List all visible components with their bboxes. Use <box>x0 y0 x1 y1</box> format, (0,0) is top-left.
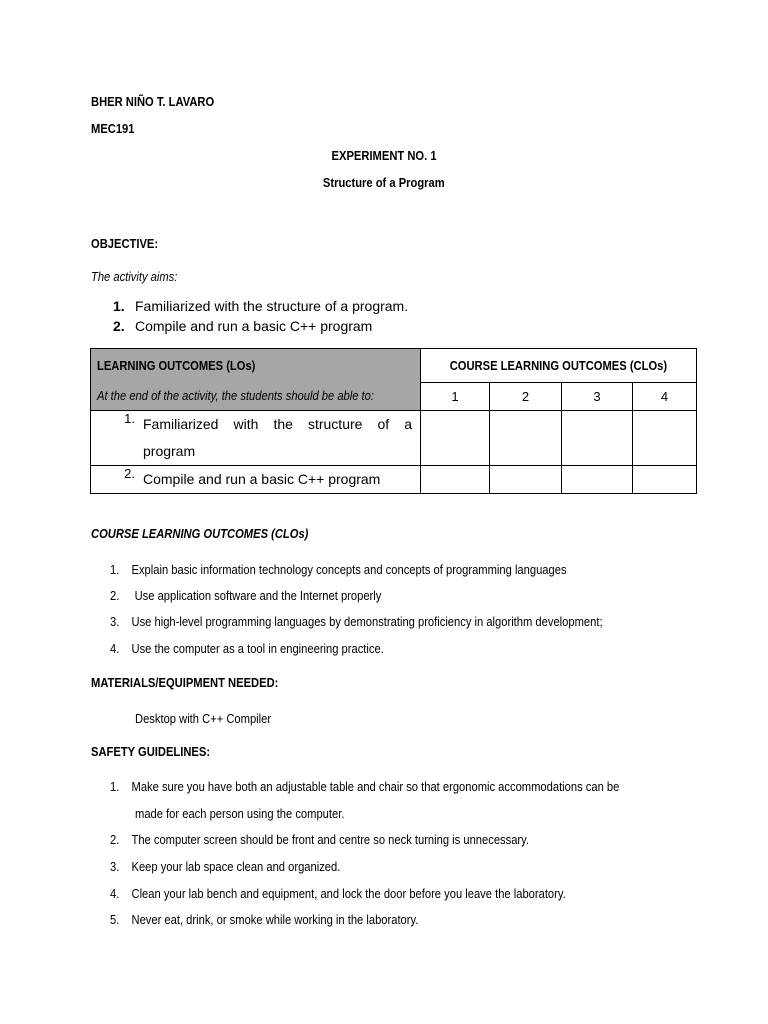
safety-item-text: Make sure you have both an adjustable table and chair so that ergonomic accommodations can be <box>131 779 620 794</box>
clo-item-text: Use high-level programming languages by demonstrating proficiency in algorithm development; <box>131 614 603 629</box>
safety-item <box>110 859 378 874</box>
objective-item <box>113 298 408 314</box>
experiment-title: EXPERIMENT NO. 1 <box>331 148 437 163</box>
lo-row-2-clo-1 <box>421 466 490 494</box>
lo-heading-cell: LEARNING OUTCOMES (LOs) <box>91 349 421 383</box>
lo-row-2 <box>91 466 421 494</box>
safety-item <box>110 779 702 794</box>
objective-item <box>113 318 372 334</box>
lo-subheading-cell: At the end of the activity, the students should be able to: <box>91 383 421 411</box>
objective-item-number: 1. <box>113 298 125 314</box>
lo-row-2-clo-2 <box>490 466 562 494</box>
clo-column-1: 1 <box>421 383 490 411</box>
clo-item-text: Use application software and the Internet properly <box>131 588 382 603</box>
lo-row-1-clo-1 <box>421 411 490 466</box>
author-name: BHER NIÑO T. LAVARO <box>91 94 215 109</box>
lo-row-1 <box>91 411 421 466</box>
objective-heading: OBJECTIVE: <box>91 236 159 251</box>
safety-item-text: Never eat, drink, or smoke while working in the laboratory. <box>131 912 419 927</box>
clo-section-heading: COURSE LEARNING OUTCOMES (CLOs) <box>91 526 309 541</box>
clo-item-text: Use the computer as a tool in engineering practice. <box>131 641 384 656</box>
safety-item <box>110 886 640 901</box>
clo-list-item <box>110 588 426 603</box>
objective-item-text: Familiarized with the structure of a program. <box>135 298 409 314</box>
course-code: MEC191 <box>91 121 135 136</box>
learning-outcomes-table <box>90 348 697 494</box>
lo-row-number: 1. <box>124 411 135 426</box>
objective-intro: The activity aims: <box>91 269 178 284</box>
safety-item-text: The computer screen should be front and centre so neck turning is unnecessary. <box>131 832 530 847</box>
clo-item-text: Explain basic information technology concepts and concepts of programming languages <box>131 562 567 577</box>
safety-item-text: Keep your lab space clean and organized. <box>131 859 341 874</box>
lo-row-1-clo-3 <box>562 411 633 466</box>
clo-column-4: 4 <box>633 383 697 411</box>
clo-item-number: 2. <box>110 588 120 603</box>
safety-item-continuation: made for each person using the computer. <box>135 806 345 821</box>
lo-row-2-clo-4 <box>633 466 697 494</box>
safety-item-number: 1. <box>110 779 120 794</box>
clo-column-3: 3 <box>562 383 633 411</box>
lo-row-1-clo-4 <box>633 411 697 466</box>
lo-row-text-line2: program <box>143 443 196 459</box>
safety-item-number: 4. <box>110 886 120 901</box>
safety-item-number: 2. <box>110 832 120 847</box>
clo-item-number: 4. <box>110 641 120 656</box>
safety-item <box>110 832 597 847</box>
safety-item-text: Clean your lab bench and equipment, and lock the door before you leave the laboratory. <box>131 886 566 901</box>
materials-heading: MATERIALS/EQUIPMENT NEEDED: <box>91 675 279 690</box>
objective-item-text: Compile and run a basic C++ program <box>135 318 373 334</box>
safety-item-number: 5. <box>110 912 120 927</box>
clo-list-item <box>110 641 428 656</box>
safety-item <box>110 912 469 927</box>
materials-item: Desktop with C++ Compiler <box>135 711 272 726</box>
clo-list-item <box>110 562 641 577</box>
lo-row-1-clo-2 <box>490 411 562 466</box>
safety-item-number: 3. <box>110 859 120 874</box>
objective-item-number: 2. <box>113 318 125 334</box>
safety-heading: SAFETY GUIDELINES: <box>91 744 211 759</box>
lo-row-text-line1: Compile and run a basic C++ program <box>143 471 381 487</box>
lo-row-number: 2. <box>124 466 135 481</box>
clo-item-number: 3. <box>110 614 120 629</box>
experiment-subtitle: Structure of a Program <box>323 175 445 190</box>
clo-item-number: 1. <box>110 562 120 577</box>
clo-list-item <box>110 614 683 629</box>
lo-row-text-line1: Familiarized with the structure of a <box>143 416 412 432</box>
clo-column-2: 2 <box>490 383 562 411</box>
clo-heading-cell: COURSE LEARNING OUTCOMES (CLOs) <box>421 349 697 383</box>
lo-row-2-clo-3 <box>562 466 633 494</box>
